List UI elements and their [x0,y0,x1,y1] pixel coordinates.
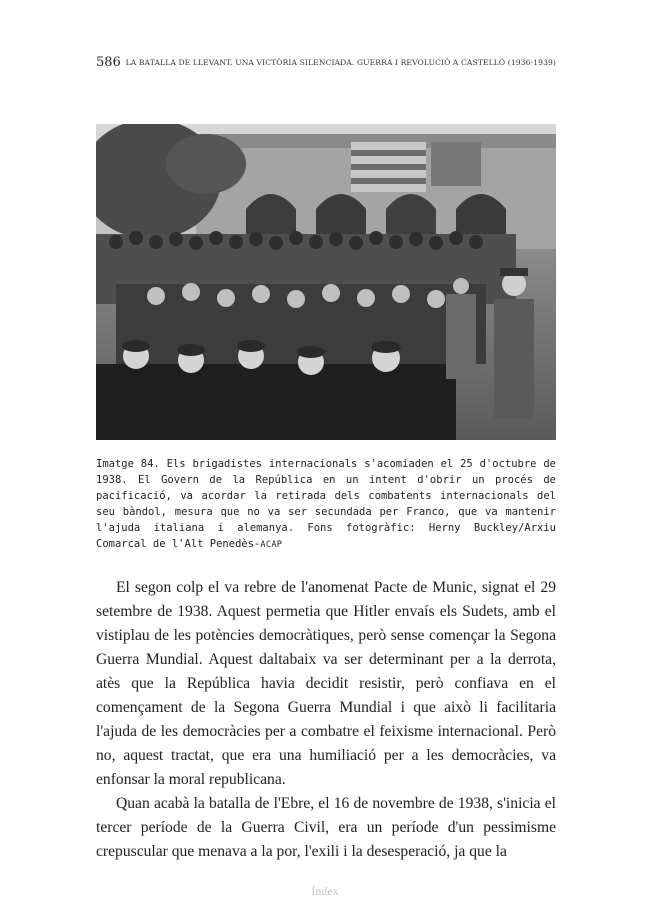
page-number: 586 [96,55,121,70]
body-text [96,576,556,864]
index-link[interactable]: Índex [311,884,339,898]
caption-text: Imatge 84. Els brigadistes internacionals s'acomiaden el 25 d'octubre de 1938. El Govern de la República en un intent d'obrir un procés de pacificació, va acordar la retirada dels combatents internacionals del seu bàndol, mesura que no va ser secundada per Franco, que va mantenir l'ajuda italiana i alemanya. Fons fotogràfic: Herny Buckley/Arxiu Comarcal de l'Alt Penedès- [96,458,556,550]
paragraph: Quan acabà la batalla de l'Ebre, el 16 de novembre de 1938, s'inicia el tercer període de la Guerra Civil, era un període d'un pessimisme crepuscular que menava a la por, l'exili i la desesperació, ja que la [96,795,556,860]
paragraph: El segon colp el va rebre de l'anomenat Pacte de Munic, signat el 29 setembre de 1938. Aquest permetia que Hitler envaís els Sudets, amb el vistiplau de les potències democràtiques, però sense començar la Segona Guerra Mundial. Aquest daltabaix va ser determinant per a la derrota, atès que la República havia decidit resistir, però confiava en el començament de la Segona Guerra Mundial i que això li facilitaria l'ajuda de les democràcies per a combatre el feixisme internacional. Però no, aquest tractat, que era una humiliació per a les democràcies, va enfonsar la moral republicana. [96,579,556,788]
caption-archive-abbrev: ACAP [260,540,283,550]
photograph-brigadists-farewell [96,124,556,440]
running-head [96,56,556,70]
running-title: LA BATALLA DE LLEVANT, UNA VICTÒRIA SILENCIADA. GUERRA I REVOLUCIÓ A CASTELLÓ (1936-1939) [125,58,556,67]
figure-caption [96,456,556,553]
